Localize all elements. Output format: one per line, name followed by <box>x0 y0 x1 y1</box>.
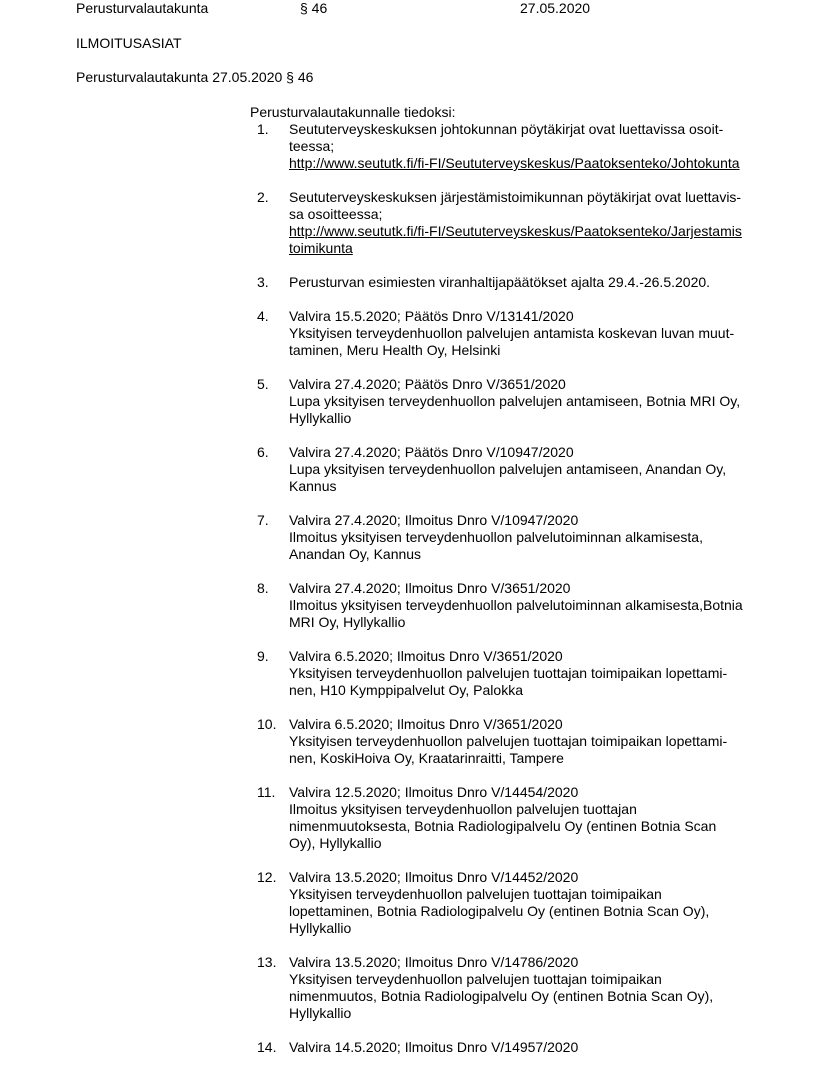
notice-item-text: taminen, Meru Health Oy, Helsinki <box>289 342 501 358</box>
notice-item-text: Seututerveyskeskuksen johtokunnan pöytäkirjat ovat luettavissa osoit- <box>289 121 724 137</box>
notice-item-text: Yksityisen terveydenhuollon palvelujen tuottajan toimipaikan lopettami- <box>289 733 728 749</box>
notice-item-text: Ilmoitus yksityisen terveydenhuollon palvelujen tuottajan <box>289 801 637 817</box>
notice-item-text: Oy), Hyllykallio <box>289 835 382 851</box>
notice-item-text: Valvira 27.4.2020; Ilmoitus Dnro V/3651/2020 <box>289 580 571 596</box>
notice-item <box>250 954 770 1022</box>
notice-item <box>250 1039 770 1056</box>
notice-item-number: 5. <box>257 376 269 392</box>
notice-item-text: Anandan Oy, Kannus <box>289 546 422 562</box>
header-date: 27.05.2020 <box>520 0 591 16</box>
notice-item <box>250 648 770 699</box>
notice-item <box>250 274 770 291</box>
notice-item-text: Hyllykallio <box>289 920 352 936</box>
notice-list <box>250 121 770 1073</box>
notice-item-number: 3. <box>257 274 269 290</box>
notice-item <box>250 121 770 172</box>
notice-item-number: 11. <box>257 784 276 800</box>
notice-item-text: Hyllykallio <box>289 410 352 426</box>
notice-item-number: 7. <box>257 512 269 528</box>
notice-item-number: 2. <box>257 189 269 205</box>
notice-item-link[interactable]: toimikunta <box>289 240 353 256</box>
notice-item-number: 4. <box>257 308 269 324</box>
notice-item-text: Valvira 13.5.2020; Ilmoitus Dnro V/14786/2020 <box>289 954 579 970</box>
notice-item-number: 12. <box>257 869 277 885</box>
notice-item-text: Yksityisen terveydenhuollon palvelujen antamista koskevan luvan muut- <box>289 325 735 341</box>
notice-item-number: 10. <box>257 716 277 732</box>
notice-item-text: sa osoitteessa; <box>289 206 383 222</box>
notice-item-number: 14. <box>257 1039 277 1055</box>
notice-item-text: Valvira 27.4.2020; Ilmoitus Dnro V/10947/2020 <box>289 512 579 528</box>
notice-item <box>250 308 770 359</box>
document-title: ILMOITUSASIAT <box>76 35 182 51</box>
notice-item-number: 8. <box>257 580 269 596</box>
notice-item-text: nimenmuutoksesta, Botnia Radiologipalvelu Oy (entinen Botnia Scan <box>289 818 717 834</box>
notice-item-text: Lupa yksityisen terveydenhuollon palvelujen antamiseen, Anandan Oy, <box>289 461 727 477</box>
notice-item-text: Valvira 27.4.2020; Päätös Dnro V/10947/2020 <box>289 444 574 460</box>
notice-item-text: Kannus <box>289 478 337 494</box>
notice-item-text: Valvira 12.5.2020; Ilmoitus Dnro V/14454/2020 <box>289 784 579 800</box>
meeting-reference: Perusturvalautakunta 27.05.2020 § 46 <box>76 69 314 85</box>
notice-item-text: Seututerveyskeskuksen järjestämistoimikunnan pöytäkirjat ovat luettavis- <box>289 189 742 205</box>
notice-item <box>250 444 770 495</box>
notice-item-number: 13. <box>257 954 277 970</box>
notice-item-text: Yksityisen terveydenhuollon palvelujen tuottajan toimipaikan <box>289 971 662 987</box>
notice-item <box>250 376 770 427</box>
notice-item-text: Hyllykallio <box>289 1005 352 1021</box>
notice-item-text: Valvira 6.5.2020; Ilmoitus Dnro V/3651/2020 <box>289 716 563 732</box>
notice-item-text: Lupa yksityisen terveydenhuollon palvelujen antamiseen, Botnia MRI Oy, <box>289 393 741 409</box>
notice-item-text: Valvira 27.4.2020; Päätös Dnro V/3651/2020 <box>289 376 566 392</box>
header-body-name: Perusturvalautakunta <box>76 0 209 16</box>
notice-item-text: Valvira 6.5.2020; Ilmoitus Dnro V/3651/2020 <box>289 648 563 664</box>
notice-item-number: 6. <box>257 444 269 460</box>
intro-text: Perusturvalautakunnalle tiedoksi: <box>250 104 456 120</box>
notice-item-text: Ilmoitus yksityisen terveydenhuollon palvelutoiminnan alkamisesta, <box>289 529 703 545</box>
notice-item <box>250 189 770 257</box>
notice-item-text: Valvira 13.5.2020; Ilmoitus Dnro V/14452/2020 <box>289 869 579 885</box>
notice-item-link[interactable]: http://www.seututk.fi/fi-FI/Seututerveyskeskus/Paatoksenteko/Johtokunta <box>289 155 740 171</box>
notice-item-text: MRI Oy, Hyllykallio <box>289 614 406 630</box>
notice-item-text: Valvira 15.5.2020; Päätös Dnro V/13141/2020 <box>289 308 574 324</box>
notice-item-text: Valvira 14.5.2020; Ilmoitus Dnro V/14957/2020 <box>289 1039 579 1055</box>
notice-item-text: Ilmoitus yksityisen terveydenhuollon palvelutoiminnan alkamisesta,Botnia <box>289 597 743 613</box>
notice-item <box>250 512 770 563</box>
notice-item <box>250 869 770 937</box>
notice-item-text: Yksityisen terveydenhuollon palvelujen tuottajan toimipaikan lopettami- <box>289 665 728 681</box>
notice-item-text: nen, KoskiHoiva Oy, Kraatarinraitti, Tampere <box>289 750 564 766</box>
notice-item-link[interactable]: http://www.seututk.fi/fi-FI/Seututerveyskeskus/Paatoksenteko/Jarjestamis <box>289 223 742 239</box>
notice-item-text: Yksityisen terveydenhuollon palvelujen tuottajan toimipaikan <box>289 886 662 902</box>
notice-item-text: teessa; <box>289 138 335 154</box>
notice-item-text: nen, H10 Kymppipalvelut Oy, Palokka <box>289 682 523 698</box>
notice-item-number: 1. <box>257 121 269 137</box>
notice-item-text: Perusturvan esimiesten viranhaltijapäätökset ajalta 29.4.-26.5.2020. <box>289 274 711 290</box>
header-section-number: § 46 <box>300 0 328 16</box>
notice-item-text: nimenmuutos, Botnia Radiologipalvelu Oy (entinen Botnia Scan Oy), <box>289 988 714 1004</box>
page-header <box>0 0 816 18</box>
notice-item-text: lopettaminen, Botnia Radiologipalvelu Oy (entinen Botnia Scan Oy), <box>289 903 710 919</box>
notice-item <box>250 580 770 631</box>
notice-item <box>250 784 770 852</box>
notice-item-number: 9. <box>257 648 269 664</box>
notice-item <box>250 716 770 767</box>
